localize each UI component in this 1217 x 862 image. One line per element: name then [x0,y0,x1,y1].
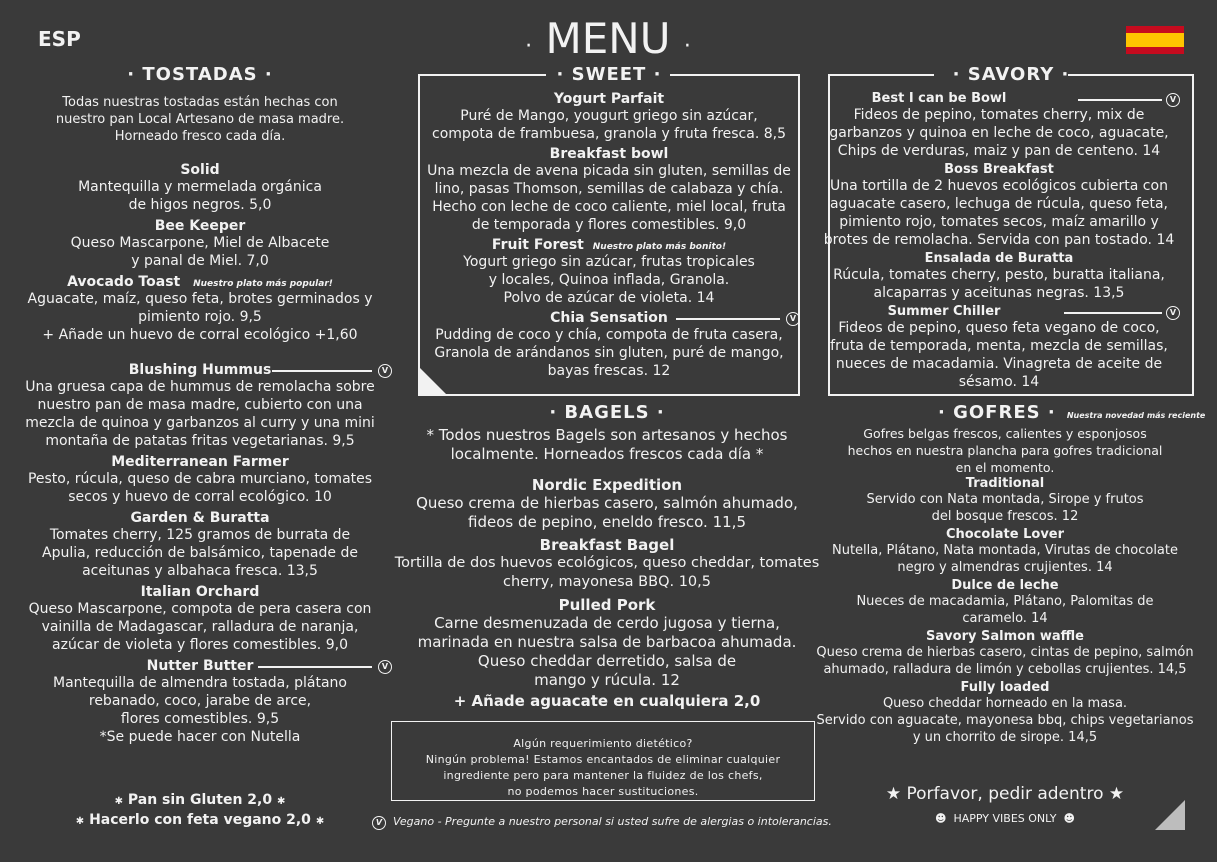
bagels-intro: * Todos nuestros Bagels son artesanos y hechos localmente. Horneados frescos cada día * [426,426,788,463]
vegan-icon: V [786,312,800,326]
menu-item-traditional: Traditional [965,476,1045,491]
gofres-heading: · GOFRES · [938,402,1056,423]
tostadas-heading: · TOSTADAS · [127,64,273,85]
prettiest-note: Nuestro plato más bonito! [592,242,727,252]
savory-section [830,64,1192,85]
menu-item-summer-chiller: Summer Chiller V [820,304,1178,319]
bagels-section: · BAGELS · * Todos nuestros Bagels son artesanos y hechos localmente. Horneados frescos cada día * Nordic Expedition Queso crema de hierbas casero, salmón ahumado, fideos de pepino, eneldo fresco. 11,5 Breakfast Bagel Tortilla de dos huevos ecológicos, queso cheddar, tomates cherry, mayonesa BBQ. 10,5 Pulled Pork Carne desmenuzada de cerdo jugosa y tierna, marinada en nuestra salsa de barbacoa ahumada. Queso cheddar derretido, salsa de mango y rúcula. 12 + Añade aguacate en cualquiera 2,0 [382,402,832,710]
menu-item-solid: Solid [180,162,220,178]
menu-item-chocolate-lover: Chocolate Lover [945,527,1065,542]
menu-item-italian-orchard: Italian Orchard [140,584,260,600]
savory-heading: · SAVORY · [952,64,1070,85]
star-icon: ★ [1108,784,1125,804]
vegan-icon: V [1166,306,1180,320]
menu-title: · MENU · [525,14,691,63]
allergy-footnote: V Vegano - Pregunte a nuestro personal si usted sufre de alergias o intolerancias. [372,815,872,830]
menu-item-blushing-hummus: Blushing Hummus V [0,362,400,378]
newest-note: Nuestra novedad más reciente [1066,411,1206,420]
bagels-heading: · BAGELS · [549,402,665,423]
smiley-icon: ☻ [1063,812,1075,825]
gofres-intro: Gofres belgas frescos, calientes y esponjosos hechos en nuestra plancha para gofres tradicional en el momento. [847,426,1163,475]
language-label[interactable]: ESP [38,27,81,51]
page-corner-icon [1155,800,1185,830]
menu-item-nordic-expedition: Nordic Expedition [531,476,683,494]
menu-item-nutter-butter: Nutter Butter V [0,658,400,674]
vegan-icon: V [378,364,392,378]
menu-item-yogurt-parfait: Yogurt Parfait [553,91,665,107]
sweet-section: · SWEET · Yogurt Parfait Puré de Mango, yougurt griego sin azúcar, compota de frambuesa, granola y fruta fresca. 8,5 Breakfast bowl Una mezcla de avena picada sin gluten, semillas de lino, pasas Thomson, semillas de calabaza y chía. Hecho con leche de coco caliente, miel local, fruta de temporada y flores comestibles. 9,0 Fruit Forest Nuestro plato más bonito! Yogurt griego sin azúcar, frutas tropicales y locales, Quinoa inflada, Granola. Polvo de azúcar de violeta. 14 Chia Sensation V Pudding de coco y chía, compota de fruta casera, Granola de arándanos sin gluten, puré de mango, bayas frescas. 12 [420,64,798,380]
menu-item-mediterranean-farmer: Mediterranean Farmer [111,454,289,470]
menu-item-breakfast-bowl: Breakfast bowl [549,146,669,162]
gofres-section: Gofres belgas frescos, calientes y esponjosos hechos en nuestra plancha para gofres tradicional en el momento. Traditional Servido con Nata montada, Sirope y frutos del bosque frescos. 12 Chocolate Lover Nutella, Plátano, Nata montada, Virutas de chocolate negro y almendras crujientes. 14 Dulce de leche Nueces de macadamia, Plátano, Palomitas de caramelo. 14 Savory Salmon waffle Queso crema de hierbas casero, cintas de pepino, salmón ahumado, ralladura de limón y cebollas crujientes. 14,5 Fully loaded Queso cheddar horneado en la masa. Servido con aguacate, mayonesa bbq, chips vegetarianos y un chorrito de sirope. 14,5 [810,425,1200,746]
dietary-notice: Algún requerimiento dietético? Ningún problema! Estamos encantados de eliminar cualquier ingrediente pero para mantener la fluidez de los chefs, no podemos hacer sustituciones. [391,721,815,801]
bagels-addon: + Añade aguacate en cualquiera 2,0 [453,692,761,710]
tostadas-intro: Todas nuestras tostadas están hechas con nuestro pan Local Artesano de masa madre. Horneado fresco cada día. [55,95,345,144]
gofres-heading-row [938,402,1205,423]
menu-item-savory-salmon-waffle: Savory Salmon waffle [926,629,1084,644]
menu-item-chia-sensation: Chia Sensation V [420,310,798,326]
star-icon: ★ [885,784,902,804]
happy-vibes: ☻ HAPPY VIBES ONLY ☻ [935,812,1075,825]
menu-item-bee-keeper: Bee Keeper [154,218,246,234]
menu-item-fully-loaded: Fully loaded [960,680,1050,695]
sweet-heading: · SWEET · [556,64,662,85]
menu-item-ensalada-de-buratta: Ensalada de Buratta [924,251,1074,266]
menu-item-best-i-can-be-bowl: Best I can be Bowl V [820,91,1178,106]
menu-item-fruit-forest: Fruit Forest Nuestro plato más bonito! [491,237,727,253]
popular-note: Nuestro plato más popular! [193,279,333,289]
menu-item-dulce-de-leche: Dulce de leche [951,578,1059,593]
tostadas-section [0,64,400,145]
menu-item-avocado-toast: Avocado Toast Nuestro plato más popular! [67,274,333,290]
spain-flag-icon[interactable] [1126,26,1184,54]
order-inside-note: ★ Porfavor, pedir adentro ★ [885,784,1125,804]
vegan-icon: V [378,660,392,674]
tostadas-extras: ✱ Pan sin Gluten 2,0 ✱ ✱ Hacerlo con feta vegano 2,0 ✱ [75,792,325,828]
vegan-icon: V [1166,93,1180,107]
menu-item-boss-breakfast: Boss Breakfast [944,162,1054,177]
menu-item-pulled-pork: Pulled Pork [558,596,656,614]
menu-item-breakfast-bagel: Breakfast Bagel [539,536,675,554]
menu-item-garden-buratta: Garden & Buratta [130,510,270,526]
smiley-icon: ☻ [935,812,947,825]
vegan-icon: V [372,816,386,830]
